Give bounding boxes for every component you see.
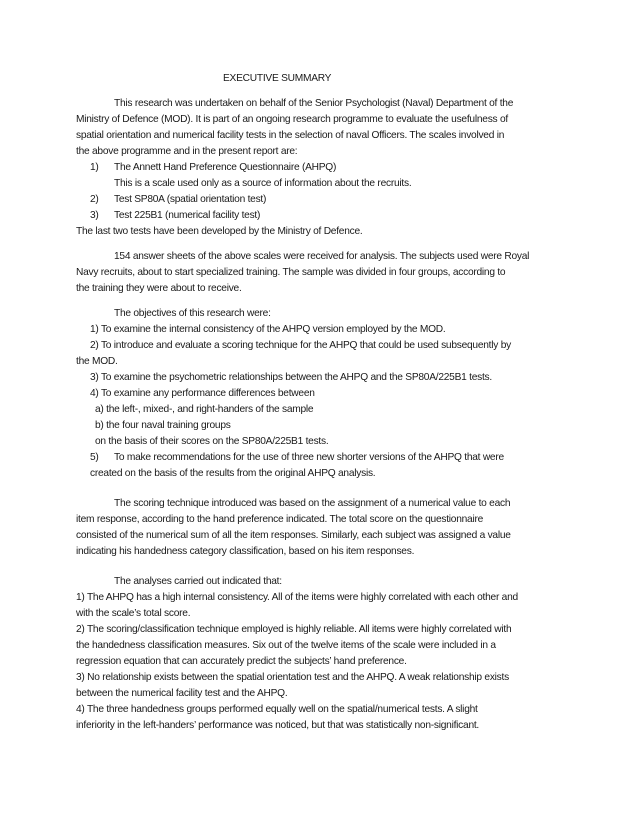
- list-item: 2) Test SP80A (spatial orientation test): [90, 194, 267, 205]
- list-item-note: This is a scale used only as a source of information about the recruits.: [114, 178, 412, 189]
- list-item: 3) Test 225B1 (numerical facility test): [90, 210, 261, 221]
- objectives-section: [76, 306, 566, 482]
- sample-line: 154 answer sheets of the above scales were received for analysis. The subjects used were Royal: [114, 251, 530, 262]
- scoring-line: indicating his handedness category classification, based on his item responses.: [76, 546, 415, 557]
- analysis-line: inferiority in the left-handers’ performance was noticed, but that was statistically non-significant.: [76, 720, 480, 731]
- objective-item: 5) To make recommendations for the use of three new shorter versions of the AHPQ that were: [90, 452, 504, 463]
- objective-item: 1) To examine the internal consistency of the AHPQ version employed by the MOD.: [90, 324, 446, 335]
- analysis-line: 1) The AHPQ has a high internal consistency. All of the items were highly correlated with each other and: [76, 592, 518, 603]
- intro-line: the above programme and in the present report are:: [76, 146, 298, 157]
- analysis-line: 2) The scoring/classification technique employed is highly reliable. All items were highly correlated with: [76, 624, 512, 635]
- scoring-line: item response, according to the hand preference indicated. The total score on the questionnaire: [76, 514, 484, 525]
- analysis-line: with the scale’s total score.: [76, 608, 191, 619]
- objective-item: 3) To examine the psychometric relationships between the AHPQ and the SP80A/225B1 tests.: [90, 372, 492, 383]
- executive-summary-page: [76, 71, 566, 734]
- scoring-line: The scoring technique introduced was based on the assignment of a numerical value to each: [114, 498, 511, 509]
- intro-line: Ministry of Defence (MOD). It is part of an ongoing research programme to evaluate the usefulness of: [76, 114, 508, 125]
- sample-paragraph: [76, 249, 566, 297]
- objective-subitem: on the basis of their scores on the SP80A/225B1 tests.: [95, 436, 329, 447]
- analysis-line: regression equation that can accurately predict the subjects’ hand preference.: [76, 656, 407, 667]
- objective-wrap: the MOD.: [76, 356, 118, 367]
- objective-item-continuation: created on the basis of the results from the original AHPQ analysis.: [90, 468, 376, 479]
- objective-subitem: b) the four naval training groups: [95, 420, 231, 431]
- analysis-line: between the numerical facility test and the AHPQ.: [76, 688, 288, 699]
- objective-item: 2) To introduce and evaluate a scoring technique for the AHPQ that could be used subsequently by: [90, 340, 511, 351]
- sample-line: the training they were about to receive.: [76, 283, 242, 294]
- intro-paragraph: [76, 96, 566, 240]
- objective-item: 4) To examine any performance differences between: [90, 388, 315, 399]
- intro-line: This research was undertaken on behalf of the Senior Psychologist (Naval) Department of the: [114, 98, 514, 109]
- page-title: EXECUTIVE SUMMARY: [223, 73, 332, 84]
- list-item: 1) The Annett Hand Preference Questionnaire (AHPQ): [90, 162, 337, 173]
- analysis-line: 3) No relationship exists between the spatial orientation test and the AHPQ. A weak relationship exists: [76, 672, 509, 683]
- analysis-line: the handedness classification measures. Six out of the twelve items of the scale were included in a: [76, 640, 496, 651]
- scoring-paragraph: [76, 496, 566, 560]
- scoring-line: consisted of the numerical sum of all the item responses. Similarly, each subject was assigned a value: [76, 530, 511, 541]
- analysis-line: 4) The three handedness groups performed equally well on the spatial/numerical tests. A slight: [76, 704, 478, 715]
- analyses-section: [76, 574, 566, 734]
- analyses-heading: The analyses carried out indicated that:: [114, 576, 282, 587]
- intro-line: spatial orientation and numerical facility tests in the selection of naval Officers. The scales involved in: [76, 130, 505, 141]
- sample-line: Navy recruits, about to start specialized training. The sample was divided in four groups, according to: [76, 267, 506, 278]
- intro-closing: The last two tests have been developed by the Ministry of Defence.: [76, 226, 363, 237]
- objective-subitem: a) the left-, mixed-, and right-handers of the sample: [95, 404, 314, 415]
- objectives-heading: The objectives of this research were:: [114, 308, 271, 319]
